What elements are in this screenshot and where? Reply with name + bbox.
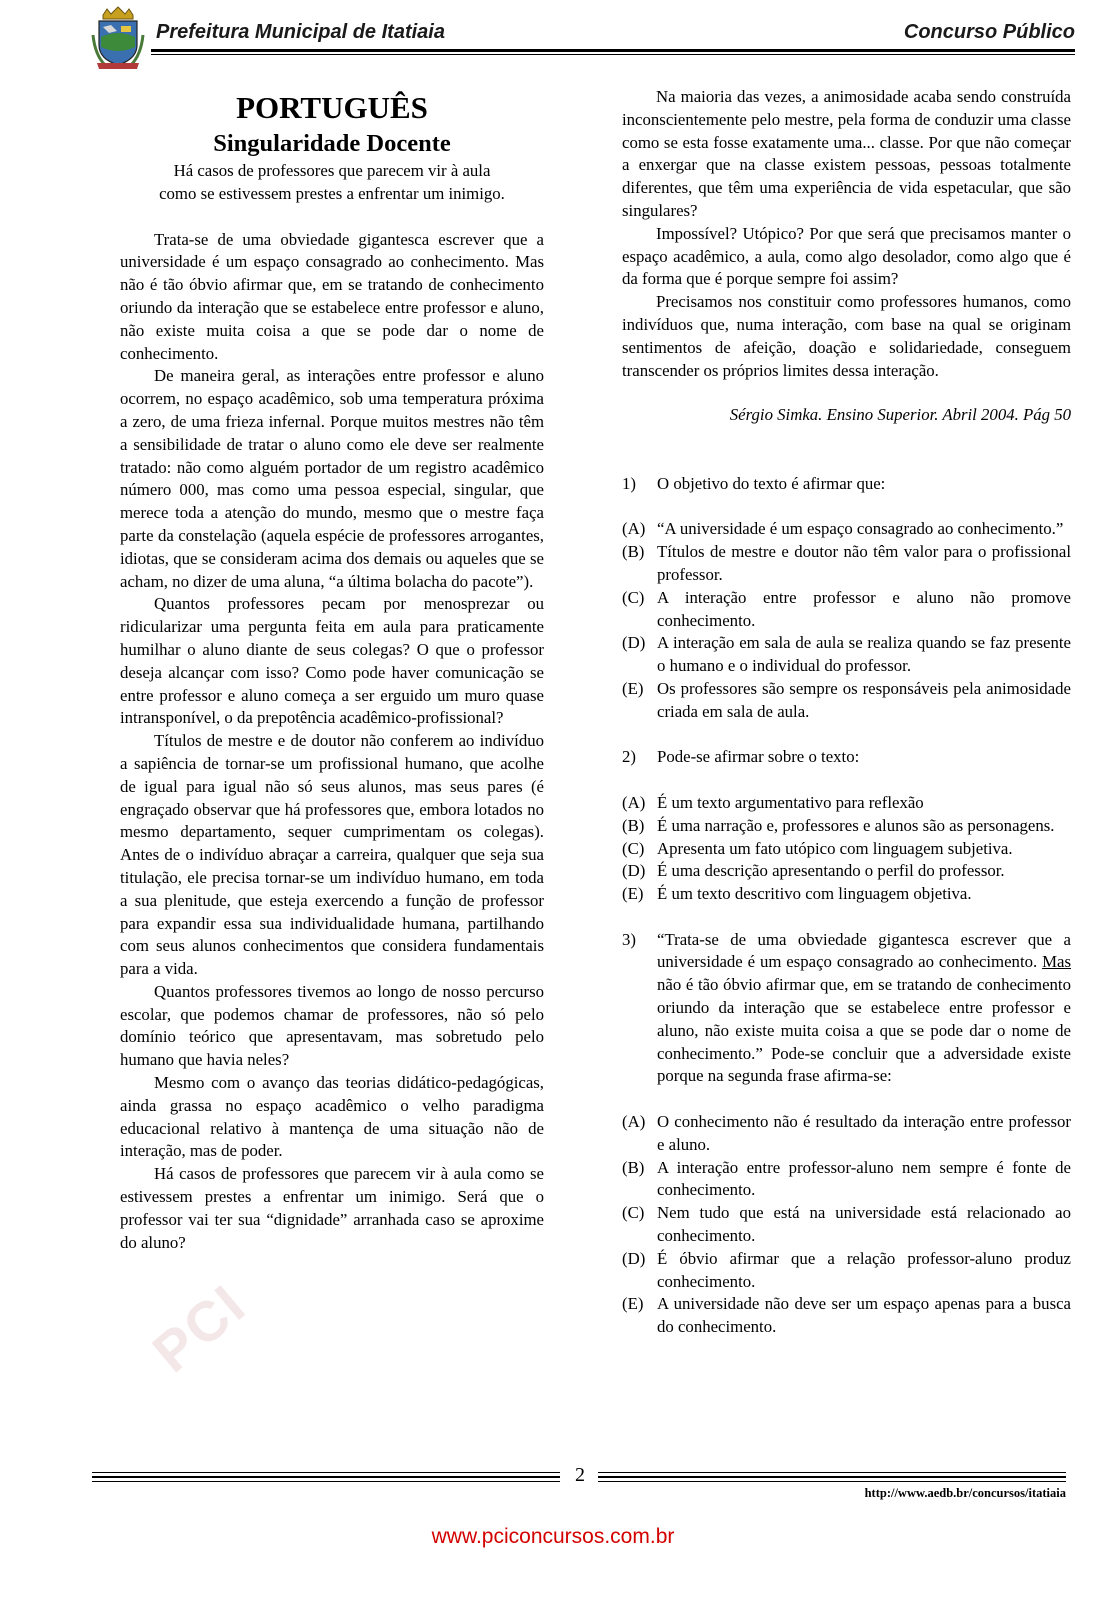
epigraph — [120, 160, 544, 206]
option — [622, 860, 1071, 883]
paragraph: Há casos de professores que parecem vir à aula como se estivessem prestes a enfrentar um inimigo. Será que o professor vai ter sua “dignidade” arranhada caso se aproxime do aluno? — [120, 1164, 544, 1252]
option-text: Os professores são sempre os responsáveis pela animosidade criada em sala de aula. — [657, 678, 1071, 721]
paragraph: Impossível? Utópico? Por que será que precisamos manter o espaço acadêmico, a aula, como algo desolador, como algo que é da forma que é porque sempre foi assim? — [622, 223, 1071, 289]
option-text: A universidade não deve ser um espaço apenas para a busca do conhecimento. — [657, 1294, 1071, 1337]
text-source: Sérgio Simka. Ensino Superior. Abril 2004. Pág 50 — [729, 405, 1071, 425]
page-title: PORTUGUÊS — [236, 90, 428, 125]
option-text: É um texto descritivo com linguagem objetiva. — [657, 884, 972, 904]
option-text: É óbvio afirmar que a relação professor-aluno produz conhecimento. — [657, 1248, 1071, 1291]
question-3 — [622, 929, 1071, 1089]
header-rule — [151, 49, 1075, 52]
header-rule-thin — [151, 54, 1075, 55]
question-number: 3) — [622, 929, 636, 949]
page-number: 2 — [575, 1464, 585, 1486]
site-link[interactable]: www.pciconcursos.com.br — [431, 1525, 675, 1548]
option-letter: (D) — [622, 633, 646, 653]
footer-rule — [92, 1472, 560, 1473]
footer-url[interactable]: http://www.aedb.br/concursos/itatiaia — [864, 1486, 1066, 1500]
footer-rule — [92, 1481, 560, 1482]
footer-rule — [598, 1481, 1066, 1482]
option-letter: (C) — [622, 1203, 645, 1223]
question-1 — [622, 473, 1071, 496]
option — [622, 1111, 1071, 1157]
option — [622, 678, 1071, 724]
option — [622, 541, 1071, 587]
option-text: Títulos de mestre e doutor não têm valor para o profissional professor. — [657, 542, 1071, 584]
option-text: É uma narração e, professores e alunos são as personagens. — [657, 815, 1055, 835]
option-letter: (B) — [622, 1157, 645, 1177]
question-2 — [622, 746, 1071, 769]
option-text: Apresenta um fato utópico com linguagem subjetiva. — [657, 838, 1013, 858]
option — [622, 1157, 1071, 1203]
option — [622, 792, 1071, 815]
option-letter: (A) — [622, 792, 646, 812]
option — [622, 587, 1071, 633]
question-stem: Pode-se afirmar sobre o texto: — [657, 747, 860, 767]
epigraph-line: Há casos de professores que parecem vir à aula — [173, 161, 491, 180]
option — [622, 632, 1071, 678]
paragraph: Precisamos nos constituir como professores humanos, como indivíduos que, numa interação, com base na qual se originam sentimentos de afeição, doação e solidariedade, conseguem transcender os próprios limites dessa interação. — [622, 292, 1071, 380]
option-text: “A universidade é um espaço consagrado ao conhecimento.” — [657, 519, 1064, 539]
option — [622, 838, 1071, 861]
option — [622, 1202, 1071, 1248]
paragraph: Quantos professores tivemos ao longo de nosso percurso escolar, que podemos chamar de professores, não só pelo domínio teórico que apresentavam, mas sobretudo pelo humano que havia neles? — [120, 981, 544, 1070]
question-stem-part: “Trata-se de uma obviedade gigantesca escrever que a universidade é um espaço consagrado ao conhecimento. — [657, 929, 1071, 972]
question-stem — [657, 929, 1071, 1089]
option-letter: (D) — [622, 1248, 646, 1268]
watermark: PCI — [140, 1271, 258, 1385]
question-number: 1) — [622, 473, 636, 493]
question-stem-part: não é tão óbvio afirmar que, em se tratando de conhecimento oriundo da interação que se estabelece entre professor e aluno, não existe muita coisa a que se pode dar o nome de conhecimento.” Pode-se concluir que a adversidade existe porque na segunda frase afirma-se: — [657, 975, 1071, 1086]
paragraph: De maneira geral, as interações entre professor e aluno ocorrem, no espaço acadêmico, sob uma temperatura próxima a zero, de uma frieza infernal. Porque muitos mestres não têm a sensibilidade de tratar o aluno como ele deve ser realmente tratado: não como alguém portador de um registro acadêmico número 000, mas como uma pessoa especial, singular, que merece toda a atenção do mundo, mesmo que o mestre faça parte da constelação (aquela espécie de professores arrogantes, idiotas, que se consideram acima dos demais ou aqueles que se acham, no dizer de uma aluna, “a última bolacha do pacote”). — [120, 366, 544, 591]
option-text: O conhecimento não é resultado da interação entre professor e aluno. — [657, 1112, 1071, 1154]
option — [622, 883, 1071, 906]
epigraph-line: como se estivessem prestes a enfrentar um inimigo. — [159, 183, 505, 203]
paragraph: Trata-se de uma obviedade gigantesca escrever que a universidade é um espaço consagrado ao conhecimento. Mas não é tão óbvio afirmar que, em se tratando de conhecimento oriundo da interação que se estabelece entre professor e aluno, não existe muita coisa a que se pode dar o nome de conhecimento. — [120, 229, 544, 363]
option — [622, 518, 1071, 541]
option-letter: (D) — [622, 861, 646, 881]
option-letter: (C) — [622, 838, 645, 858]
paragraph: Quantos professores pecam por menosprezar ou ridicularizar uma pergunta feita em aula para praticamente humilhar o aluno diante de seus colegas? O que o professor deseja alcançar com isso? Como pode haver comunicação se entre professor e aluno começa a ser erguido um muro quase intransponível, o da prepotência acadêmico-profissional? — [120, 594, 544, 728]
option — [622, 1248, 1071, 1294]
header-municipality-title: Prefeitura Municipal de Itatiaia — [156, 21, 445, 43]
footer-rule — [92, 1476, 560, 1478]
text-title: Singularidade Docente — [213, 130, 451, 157]
left-column — [120, 86, 544, 1254]
option-text: Nem tudo que está na universidade está relacionado ao conhecimento. — [657, 1203, 1071, 1246]
option-letter: (E) — [622, 1294, 644, 1314]
question-stem: O objetivo do texto é afirmar que: — [657, 473, 886, 493]
option-letter: (A) — [622, 519, 646, 539]
page-footer — [92, 1464, 1066, 1504]
paragraph: Na maioria das vezes, a animosidade acaba sendo construída inconscientemente pelo mestre, pela forma de conduzir uma classe como se esta fosse exatamente uma... classe. Por que não começar a enxergar que na classe existem pessoas, pessoas totalmente diferentes, que têm uma experiência de vida espetacular, que são singulares? — [622, 87, 1071, 220]
option-text: A interação entre professor-aluno nem sempre é fonte de conhecimento. — [657, 1157, 1071, 1200]
option — [622, 1293, 1071, 1339]
footer-rule — [598, 1472, 1066, 1473]
footer-rule — [598, 1476, 1066, 1478]
option-letter: (A) — [622, 1112, 646, 1132]
question-number: 2) — [622, 747, 636, 767]
option-text: É um texto argumentativo para reflexão — [657, 792, 924, 812]
option-text: A interação entre professor e aluno não promove conhecimento. — [657, 587, 1071, 630]
paragraph: Títulos de mestre e de doutor não conferem ao indivíduo a sapiência de tornar-se um profissional humano, que acolhe de igual para igual não só seus alunos, mas seus pares (é engraçado observar que há professores que, embora lotados no mesmo departamento, sequer cumprimentam os colegas). Antes de o indivíduo abraçar a carreira, qualquer que seja sua titulação, ele precisa tornar-se um indivíduo humano, em toda a sua plenitude, que esteja exercendo a função de professor para expandir essa sua individualidade humana, partilhando com seus alunos conhecimentos que considera fundamentais para a vida. — [120, 731, 544, 979]
paragraph: Mesmo com o avanço das teorias didático-pedagógicas, ainda grassa no espaço acadêmico o velho paradigma educacional relativo à mantença de uma situação não de interação, mas de poder. — [120, 1073, 544, 1161]
municipal-crest-icon — [91, 5, 145, 71]
option-letter: (C) — [622, 587, 645, 607]
option-letter: (E) — [622, 884, 644, 904]
header-exam-title: Concurso Público — [903, 21, 1075, 43]
option — [622, 815, 1071, 838]
option-letter: (B) — [622, 542, 645, 562]
option-letter: (B) — [622, 815, 645, 835]
underlined-word: Mas — [1042, 952, 1071, 972]
option-text: A interação em sala de aula se realiza quando se faz presente o humano e o individual do professor. — [657, 633, 1071, 676]
right-column — [622, 86, 1071, 1339]
page-header — [85, 5, 1075, 61]
option-letter: (E) — [622, 678, 644, 698]
option-text: É uma descrição apresentando o perfil do professor. — [657, 861, 1005, 881]
